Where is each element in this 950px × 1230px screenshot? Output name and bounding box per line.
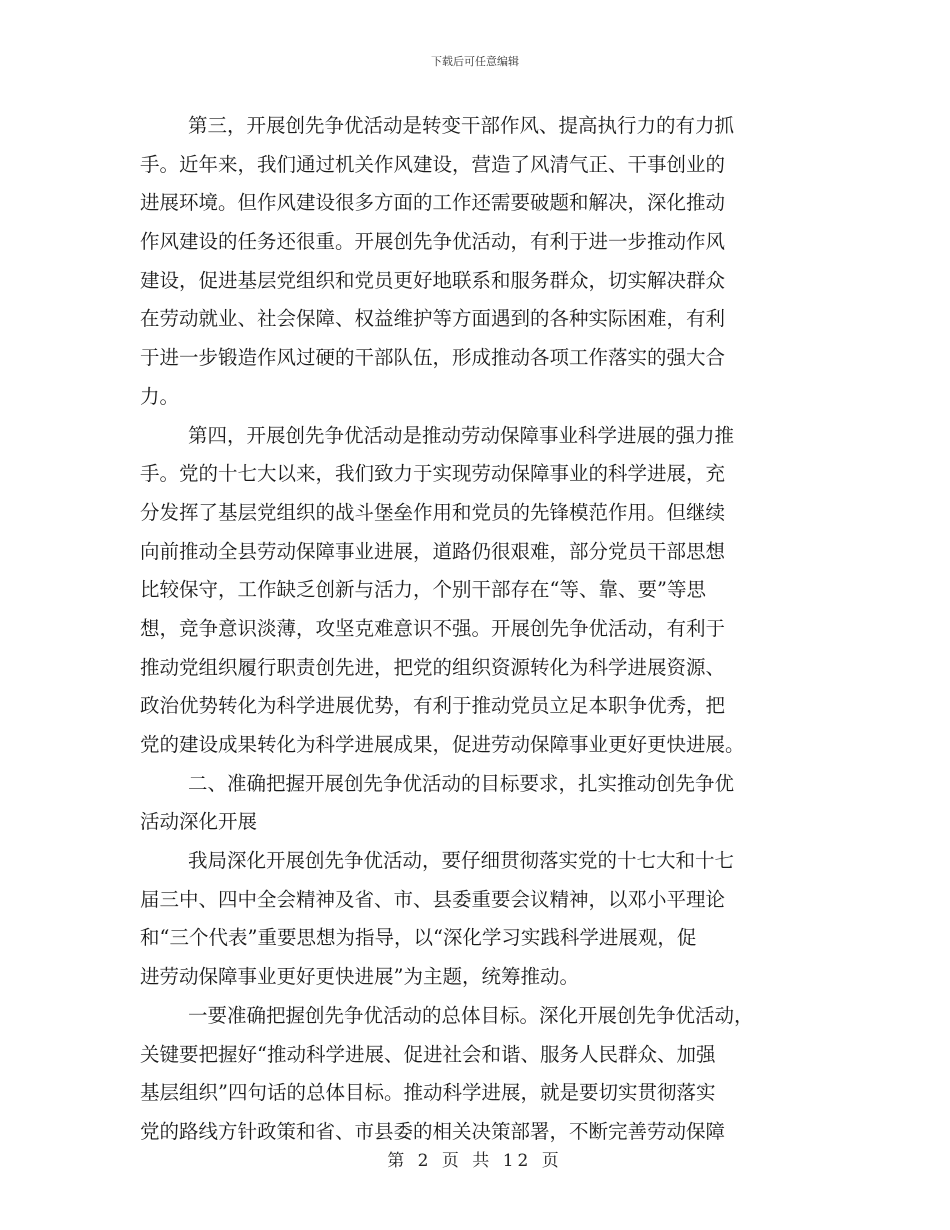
text-line: 想，竞争意识淡薄，攻坚克难意识不强。开展创先争优活动，有利于	[140, 616, 726, 640]
page-footer: 第 2 页 共 12 页	[387, 1151, 563, 1171]
text-line: 作风建设的任务还很重。开展创先争优活动，有利于进一步推动作风	[140, 230, 726, 254]
text-line: 手。近年来，我们通过机关作风建设，营造了风清气正、干事创业的	[140, 152, 726, 176]
text-line: 一要准确把握创先争优活动的总体目标。深化开展创先争优活动，	[188, 1003, 754, 1027]
text-line: 和“三个代表”重要思想为指导，以“深化学习实践科学进展观，促	[140, 926, 697, 950]
text-line: 比较保守，工作缺乏创新与活力，个别干部存在“等、靠、要”等思	[140, 578, 706, 602]
header-note: 下载后可任意编辑	[431, 55, 519, 68]
text-line: 推动党组织履行职责创先进，把党的组织资源转化为科学进展资源、	[140, 655, 726, 679]
text-line: 在劳动就业、社会保障、权益维护等方面遇到的各种实际困难，有利	[140, 307, 726, 331]
text-line: 进展环境。但作风建设很多方面的工作还需要破题和解决，深化推动	[140, 191, 726, 215]
text-line: 第四，开展创先争优活动是推动劳动保障事业科学进展的强力推	[188, 423, 735, 447]
text-line: 活动深化开展	[140, 810, 258, 834]
text-line: 我局深化开展创先争优活动，要仔细贯彻落实党的十七大和十七	[188, 849, 735, 873]
text-line: 届三中、四中全会精神及省、市、县委重要会议精神，以邓小平理论	[140, 887, 726, 911]
text-line: 分发挥了基层党组织的战斗堡垒作用和党员的先锋模范作用。但继续	[140, 500, 726, 524]
text-line: 二、准确把握开展创先争优活动的目标要求，扎实推动创先争优	[188, 771, 735, 795]
text-line: 向前推动全县劳动保障事业进展，道路仍很艰难，部分党员干部思想	[140, 539, 726, 563]
text-line: 党的建设成果转化为科学进展成果，促进劳动保障事业更好更快进展。	[140, 733, 745, 756]
text-line: 关键要把握好“推动科学进展、促进社会和谐、服务人民群众、加强	[140, 1042, 716, 1066]
text-line: 进劳动保障事业更好更快进展”为主题，统筹推动。	[140, 965, 579, 989]
text-line: 建设，促进基层党组织和党员更好地联系和服务群众，切实解决群众	[140, 268, 726, 292]
text-line: 基层组织”四句话的总体目标。推动科学进展，就是要切实贯彻落实	[140, 1081, 716, 1105]
document-body	[140, 107, 802, 1152]
text-line: 政治优势转化为科学进展优势，有利于推动党员立足本职争优秀，把	[140, 694, 726, 718]
text-line: 党的路线方针政策和省、市县委的相关决策部署，不断完善劳动保障	[140, 1119, 726, 1143]
text-line: 第三，开展创先争优活动是转变干部作风、提高执行力的有力抓	[188, 114, 735, 137]
text-line: 力。	[140, 384, 180, 408]
text-line: 于进一步锻造作风过硬的干部队伍，形成推动各项工作落实的强大合	[140, 346, 726, 370]
text-line: 手。党的十七大以来，我们致力于实现劳动保障事业的科学进展，充	[140, 462, 726, 486]
